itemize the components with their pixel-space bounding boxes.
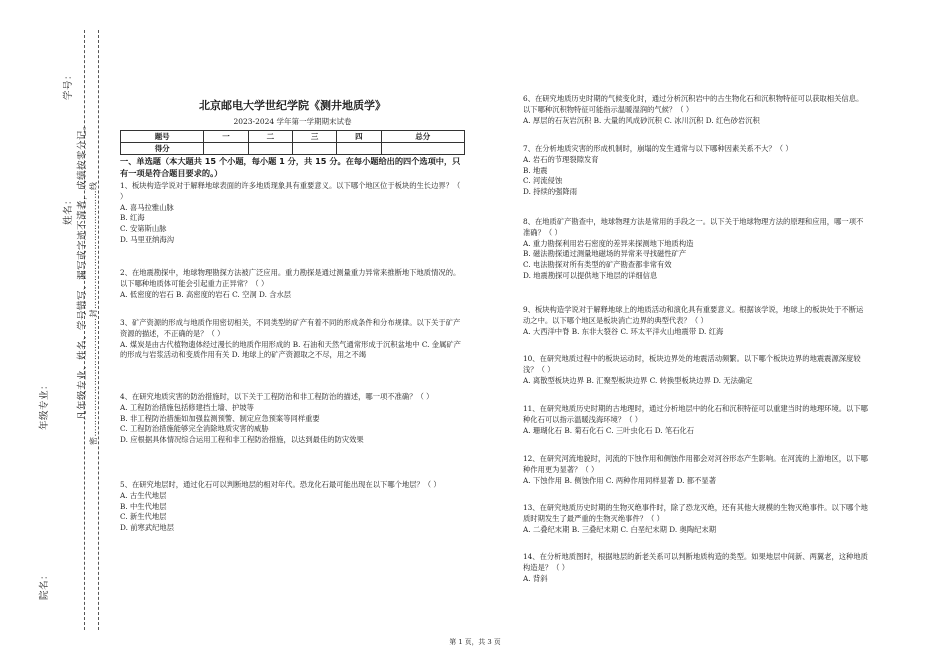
question-option: A. 古生代地层 xyxy=(120,490,167,500)
question-option: A. 下蚀作用 B. 侧蚀作用 C. 两种作用同样显著 D. 都不显著 xyxy=(523,475,716,485)
question-option: A. 煤炭是由古代植物遗体经过漫长的地质作用形成的 B. 石油和天然气通常形成于沉积盆地中 C. 金属矿产的形成与岩浆活动和变质作用有关 D. 地球上的矿产资源取之不尽，用之不竭 xyxy=(120,339,461,360)
question-stem: 6、在研究地质历史时期的气候变化时，通过分析沉积岩中的古生物化石和沉积物特征可以获取相关信息。以下哪种沉积物特征可能指示温暖湿润的气候？（ ） xyxy=(523,94,864,114)
question-option: A. 背斜 xyxy=(523,573,548,583)
question-option: A. 珊瑚化石 B. 菊石化石 C. 三叶虫化石 D. 笔石化石 xyxy=(523,425,695,435)
question-option: C. 新生代地层 xyxy=(120,512,167,522)
section-heading: 一、单选题（本大题共 15 个小题，每小题 1 分，共 15 分。在每小题给出的四个选项中，只有一项是符合题目要求的。） xyxy=(120,156,461,178)
score-header-cell: 一 xyxy=(204,131,248,143)
question-6 xyxy=(523,94,868,126)
exam-title: 北京邮电大学世纪学院《测井地质学》 xyxy=(199,99,386,112)
question-option: C. 工程防治措施能够完全消除地质灾害的威胁 xyxy=(120,424,269,434)
question-option: A. 重力勘探利用岩石密度的差异来探测地下地质构造 xyxy=(523,238,694,248)
score-table xyxy=(120,130,465,155)
question-stem: 5、在研究地层时，通过化石可以判断地层的相对年代。恐龙化石最可能出现在以下哪个地层？（ ） xyxy=(120,480,441,489)
score-header-cell: 四 xyxy=(337,131,381,143)
question-option: A. 二叠纪末期 B. 三叠纪末期 C. 白垩纪末期 D. 奥陶纪末期 xyxy=(523,524,716,534)
score-header-cell: 题号 xyxy=(121,131,204,143)
margin-seal-line: 密……………………………………封……………………………………线 xyxy=(89,181,98,445)
question-stem: 4、在研究地质灾害的防治措施时，以下关于工程防治和非工程防治的描述，哪一项不准确？（ ） xyxy=(120,392,434,401)
question-1 xyxy=(120,181,465,246)
question-option: D. 马里亚纳海沟 xyxy=(120,234,175,244)
question-option: D. 应根据具体情况综合运用工程和非工程防治措施，以达到最佳的防灾效果 xyxy=(120,435,364,445)
score-cell[interactable] xyxy=(337,143,381,155)
score-header-cell: 三 xyxy=(292,131,336,143)
question-stem: 14、在分析地质图时，根据地层的新老关系可以判断地质构造的类型。如果地层中间新、两翼老，这种地质构造是？（ ） xyxy=(523,552,868,572)
question-option: A. 大西洋中脊 B. 东非大裂谷 C. 环太平洋火山地震带 D. 红海 xyxy=(523,326,724,336)
question-11 xyxy=(523,404,868,436)
question-stem: 11、在研究地质历史时期的古地理时，通过分析地层中的化石和沉积特征可以重建当时的地理环境。以下哪种化石可以指示温暖浅海环境？（ ） xyxy=(523,404,868,424)
score-row-label: 得分 xyxy=(121,143,204,155)
score-table-score-row xyxy=(121,143,465,155)
question-stem: 7、在分析地质灾害的形成机制时，崩塌的发生通常与以下哪种因素关系不大？（ ） xyxy=(523,144,793,153)
question-option: A. 离散型板块边界 B. 汇聚型板块边界 C. 转换型板块边界 D. 无法确定 xyxy=(523,375,753,385)
score-table-header-row xyxy=(121,131,465,143)
question-option: B. 中生代地层 xyxy=(120,501,167,511)
score-cell[interactable] xyxy=(381,143,464,155)
question-3 xyxy=(120,318,465,361)
score-cell[interactable] xyxy=(292,143,336,155)
question-option: C. 河流侵蚀 xyxy=(523,176,563,186)
question-stem: 8、在地质矿产勘查中，地球物理方法是常用的手段之一。以下关于地球物理方法的原理和应用，哪一项不准确？（ ） xyxy=(523,217,864,237)
question-option: B. 非工程防治措施如加强监测预警、制定应急预案等同样重要 xyxy=(120,413,320,423)
margin-student-id-label: 学号： xyxy=(63,69,74,100)
question-stem: 12、在研究河流地貌时，河流的下蚀作用和侧蚀作用都会对河谷形态产生影响。在河流的上游地区，以下哪种作用更为显著？（ ） xyxy=(523,454,868,474)
question-stem: 3、矿产资源的形成与地质作用密切相关，不同类型的矿产有着不同的形成条件和分布规律。以下关于矿产资源的描述，不正确的是？（ ） xyxy=(120,318,461,338)
question-13 xyxy=(523,503,868,535)
question-2 xyxy=(120,268,465,300)
question-12 xyxy=(523,454,868,486)
question-9 xyxy=(523,305,868,337)
question-stem: 10、在研究地质过程中的板块运动时，板块边界处的地震活动频繁。以下哪个板块边界的地震震源深度较浅？（ ） xyxy=(523,354,861,374)
question-7 xyxy=(523,144,868,198)
score-header-cell: 二 xyxy=(248,131,292,143)
question-option: D. 持续的强降雨 xyxy=(523,187,578,197)
question-stem: 1、板块构造学说对于解释地球表面的许多地质现象具有重要意义。以下哪个地区位于板块的生长边界？（ ） xyxy=(120,181,461,201)
question-option: A. 喜马拉雅山脉 xyxy=(120,202,174,212)
question-option: B. 磁法勘探通过测量地磁场的异常来寻找磁性矿产 xyxy=(523,249,687,259)
score-header-cell: 总分 xyxy=(381,131,464,143)
question-stem: 9、板块构造学说对于解释地球上的地质活动和演化具有重要意义。根据该学说，地球上的板块处于不断运动之中。以下哪个地区是板块消亡边界的典型代表？（ ） xyxy=(523,305,864,325)
question-14 xyxy=(523,552,868,584)
score-cell[interactable] xyxy=(248,143,292,155)
question-4 xyxy=(120,392,465,446)
question-option: B. 红海 xyxy=(120,213,145,223)
question-option: D. 地震勘探可以提供地下地层的详细信息 xyxy=(523,270,658,280)
question-option: A. 工程防治措施包括修建挡土墙、护坡等 xyxy=(120,402,254,412)
question-option: D. 前寒武纪地层 xyxy=(120,523,175,533)
margin-name-label: 姓名： xyxy=(63,194,74,225)
margin-warning: 凡年级专业、姓名、学号错写、漏写或字迹不清者，成绩按零分记。 xyxy=(77,119,88,420)
margin-class-label: 年级专业： xyxy=(39,379,50,430)
question-option: C. 电法勘探对所有类型的矿产勘查都非常有效 xyxy=(523,260,672,270)
question-option: C. 安第斯山脉 xyxy=(120,224,167,234)
exam-subtitle: 2023-2024 学年第一学期期末试卷 xyxy=(233,117,352,126)
question-option: B. 地震 xyxy=(523,165,548,175)
page-footer: 第 1 页，共 3 页 xyxy=(449,638,501,646)
question-option: A. 低密度的岩石 B. 高密度的岩石 C. 空洞 D. 含水层 xyxy=(120,289,292,299)
question-10 xyxy=(523,354,868,386)
score-cell[interactable] xyxy=(204,143,248,155)
question-option: A. 厚层的石灰岩沉积 B. 大量的风成砂沉积 C. 冰川沉积 D. 红色砂岩沉积 xyxy=(523,115,760,125)
margin-college-label: 院名： xyxy=(39,569,50,600)
question-5 xyxy=(120,480,465,534)
question-stem: 2、在地震勘探中，地球物理勘探方法被广泛应用。重力勘探是通过测量重力异常来推断地下地质情况的。以下哪种地质体可能会引起重力正异常？（ ） xyxy=(120,268,461,288)
question-option: A. 岩石的节理裂隙发育 xyxy=(523,154,599,164)
question-stem: 13、在研究地质历史时期的生物灭绝事件时，除了恐龙灭绝，还有其他大规模的生物灭绝事件。以下哪个地质时期发生了最严重的生物灭绝事件？（ ） xyxy=(523,503,868,523)
question-8 xyxy=(523,217,868,282)
